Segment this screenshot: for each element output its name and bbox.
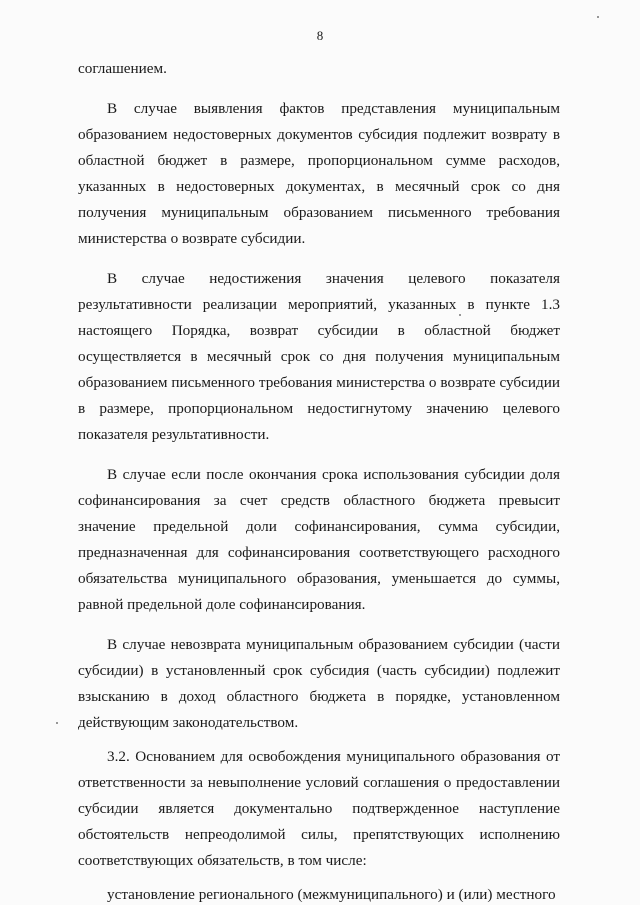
paragraph-regional-establishment: установление регионального (межмуниципального) и (или) местного bbox=[107, 886, 556, 903]
paragraph-3-2-exemption: 3.2. Основанием для освобождения муниципального образования от ответственности за невыполнение условий соглашения о предоставлении субсидии является документально подтвержденное наступление обстоятельств непреодолимой силы, препятствующих исполнению соответствующих обязательств, в том числе: bbox=[78, 748, 560, 869]
scan-speck bbox=[597, 16, 599, 18]
paragraph-refund-target-not-achieved: В случае недостижения значения целевого показателя результативности реализации мероприятий, указанных в пункте 1.3 настоящего Порядка, возврат субсидии в областной бюджет осуществляется в месячный срок со дня получения муниципальным образованием письменного требования министерства о возврате субсидии в размере, пропорциональном недостигнутому значению целевого показателя результативности. bbox=[78, 270, 560, 443]
paragraph-continuation: соглашением. bbox=[78, 60, 167, 77]
paragraph-non-return-recovery: В случае невозврата муниципальным образованием субсидии (части субсидии) в установленный срок субсидия (часть субсидии) подлежит взысканию в доход областного бюджета в порядке, установленном действующим законодательством. bbox=[78, 636, 560, 731]
paragraph-cofinancing-share: В случае если после окончания срока использования субсидии доля софинансирования за счет средств областного бюджета превысит значение предельной доли софинансирования, сумма субсидии, предназначенная для софинансирования соответствующего расходного обязательства муниципального образования, уменьшается до суммы, равной предельной доле софинансирования. bbox=[78, 466, 560, 613]
document-body bbox=[78, 56, 560, 905]
page-number: 8 bbox=[316, 28, 324, 43]
scan-speck bbox=[56, 722, 58, 724]
paragraph-refund-unreliable-documents: В случае выявления фактов представления муниципальным образованием недостоверных документов субсидия подлежит возврату в областной бюджет в размере, пропорциональном сумме расходов, указанных в недостоверных документах, в месячный срок со дня получения муниципальным образованием письменного требования министерства о возврате субсидии. bbox=[78, 100, 560, 247]
scan-speck bbox=[459, 314, 461, 316]
